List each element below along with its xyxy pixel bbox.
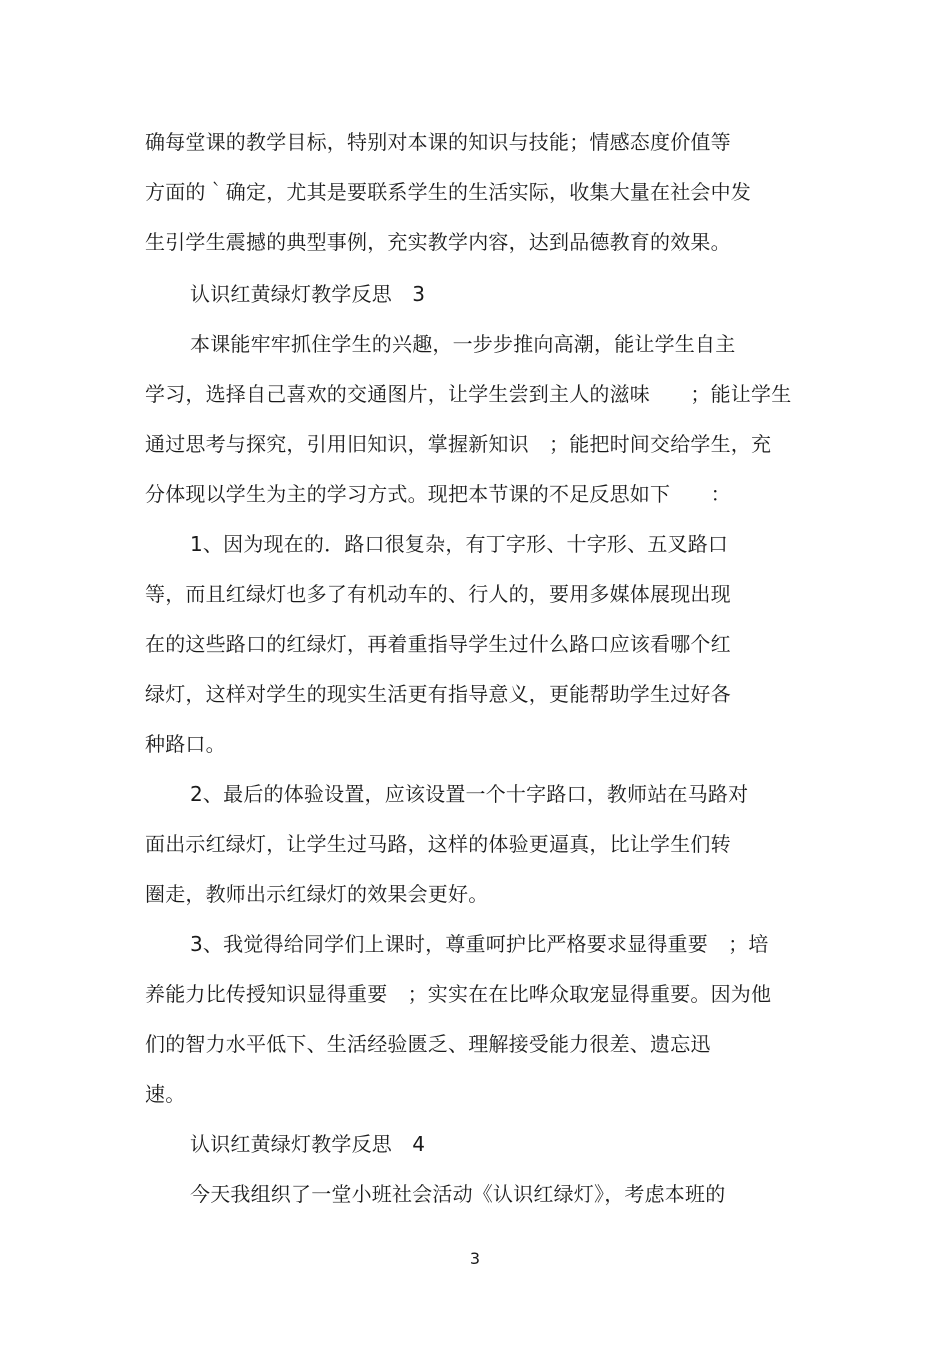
body-text-line: 学习，选择自己喜欢的交通图片，让学生尝到主人的滋味 ；能让学生 [145, 382, 792, 406]
list-item-2: 2、最后的体验设置，应该设置一个十字路口，教师站在马路对 [190, 782, 749, 806]
section-heading: 认识红黄绿灯教学反思 3 [190, 282, 426, 306]
section-heading: 认识红黄绿灯教学反思 4 [190, 1132, 426, 1156]
list-item-1: 1、因为现在的．路口很复杂，有丁字形、十字形、五叉路口 [190, 532, 729, 556]
body-text-line: 速。 [145, 1082, 186, 1106]
body-text-line: 方面的｀确定，尤其是要联系学生的生活实际，收集大量在社会中发 [145, 180, 751, 204]
body-text-line: 生引学生震撼的典型事例，充实教学内容，达到品德教育的效果。 [145, 230, 731, 254]
body-text-line: 种路口。 [145, 732, 226, 756]
body-text-line: 绿灯，这样对学生的现实生活更有指导意义，更能帮助学生过好各 [145, 682, 731, 706]
body-text-line: 养能力比传授知识显得重要 ；实实在在比哗众取宠显得重要。因为他 [145, 982, 772, 1006]
paragraph-first-line: 本课能牢牢抓住学生的兴趣，一步步推向高潮，能让学生自主 [190, 332, 736, 356]
body-text-line: 圈走，教师出示红绿灯的效果会更好。 [145, 882, 489, 906]
body-text-line: 面出示红绿灯，让学生过马路，这样的体验更逼真，比让学生们转 [145, 832, 731, 856]
body-text-line: 在的这些路口的红绿灯，再着重指导学生过什么路口应该看哪个红 [145, 632, 731, 656]
list-item-3: 3、我觉得给同学们上课时，尊重呵护比严格要求显得重要 ；培 [190, 932, 769, 956]
body-text-line: 们的智力水平低下、生活经验匮乏、理解接受能力很差、遗忘迅 [145, 1032, 711, 1056]
body-text-line: 分体现以学生为主的学习方式。现把本节课的不足反思如下 ： [145, 482, 731, 506]
body-text-line: 等，而且红绿灯也多了有机动车的、行人的，要用多媒体展现出现 [145, 582, 731, 606]
body-text-line: 确每堂课的教学目标，特别对本课的知识与技能；情感态度价值等 [145, 130, 731, 154]
page-number: 3 [469, 1249, 481, 1268]
body-text-line: 通过思考与探究，引用旧知识，掌握新知识 ；能把时间交给学生，充 [145, 432, 772, 456]
paragraph-first-line: 今天我组织了一堂小班社会活动《认识红绿灯》，考虑本班的 [190, 1182, 726, 1206]
